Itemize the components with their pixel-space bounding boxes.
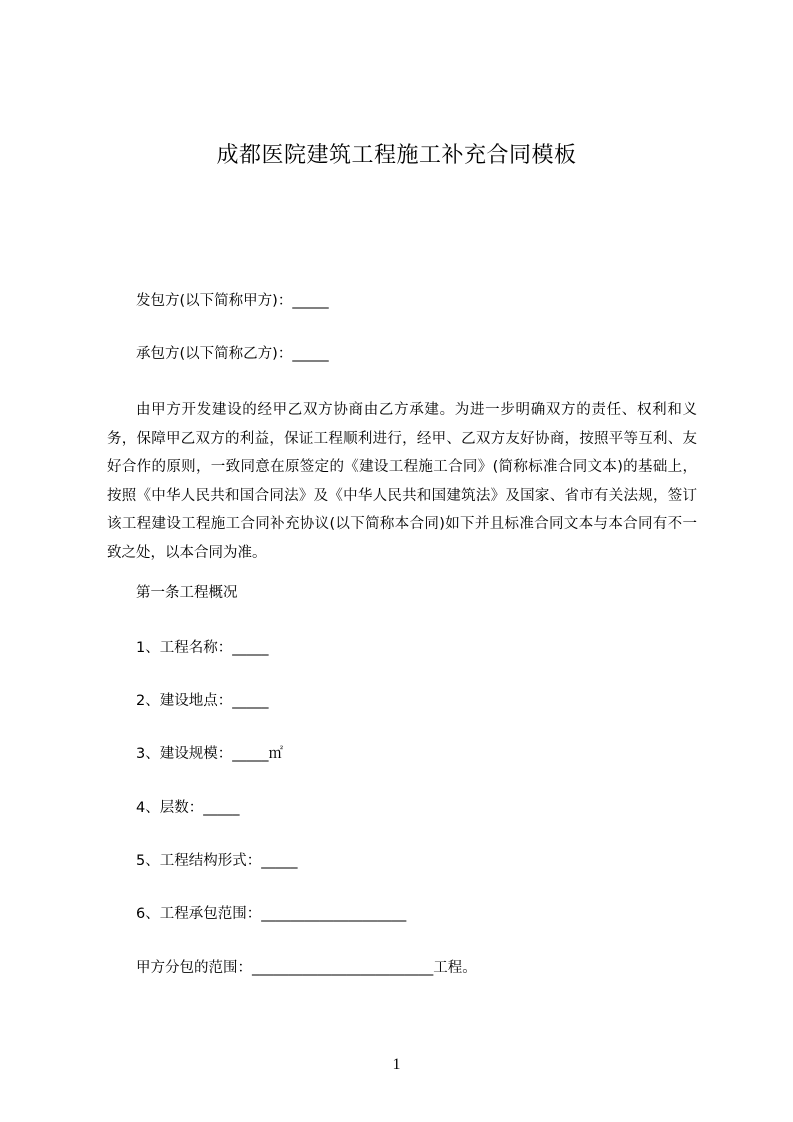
section-heading: 第一条工程概况: [136, 585, 238, 601]
party-b-line: 承包方(以下简称乙方)：_____: [136, 346, 329, 362]
page-number: 1: [392, 1056, 401, 1073]
item-subcontract-scope: 甲方分包的范围：_________________________工程。: [136, 960, 477, 976]
item-project-name: 1、工程名称：_____: [136, 640, 269, 656]
item-construction-site: 2、建设地点：_____: [136, 693, 269, 709]
item-construction-scale: 3、建设规模：_____㎡: [136, 746, 283, 762]
item-floors: 4、层数：_____: [136, 800, 240, 816]
intro-paragraph: 由甲方开发建设的经甲乙双方协商由乙方承建。为进一步明确双方的责任、权利和义务，保障甲乙双方的利益，保证工程顺利进行，经甲、乙双方友好协商，按照平等互利、友好合作的原则，一致同意在原签定的《建设工程施工合同》(简称标准合同文本)的基础上，按照《中华人民共和国合同法》及《中华人民共和国建筑法》及国家、省市有关法规，签订该工程建设工程施工合同补充协议(以下简称本合同)如下并且标准合同文本与本合同有不一致之处，以本合同为准。: [107, 402, 697, 561]
party-a-line: 发包方(以下简称甲方)：_____: [136, 293, 329, 309]
document-title: 成都医院建筑工程施工补充合同模板: [216, 143, 577, 168]
item-structure-form: 5、工程结构形式：_____: [136, 853, 298, 869]
item-contract-scope: 6、工程承包范围：____________________: [136, 906, 407, 922]
